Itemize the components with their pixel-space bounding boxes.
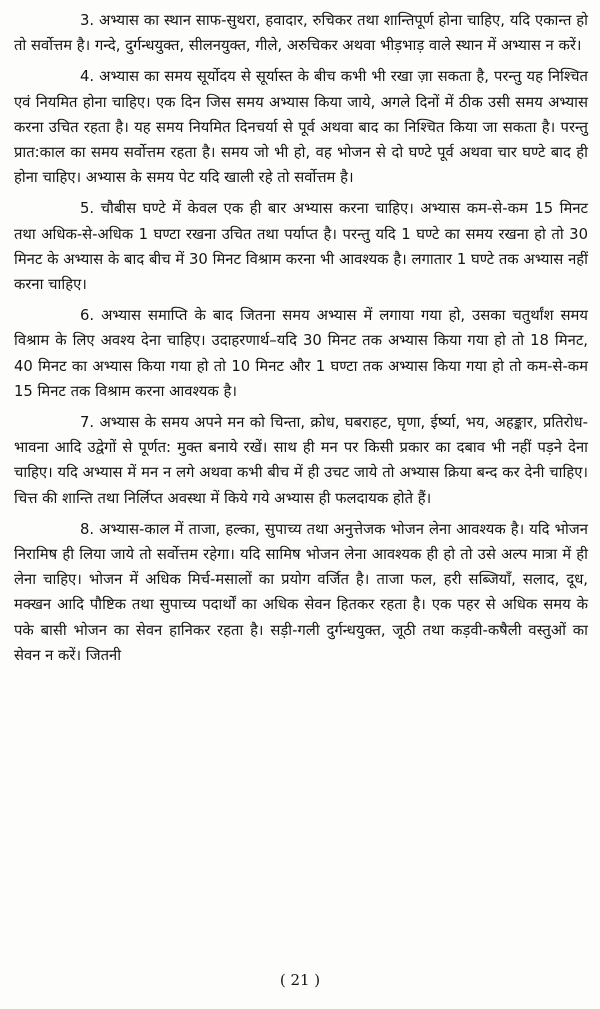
paragraph-6: 6. अभ्यास समाप्ति के बाद जितना समय अभ्यास में लगाया गया हो, उसका चतुर्थांश समय विश्राम के लिए अवश्य देना चाहिए। उदाहरणार्थ–यदि 30 मिनट तक अभ्यास किया गया हो तो 18 मिनट, 40 मिनट का अभ्यास किया गया हो तो 10 मिनट और 1 घण्टा तक अभ्यास किया गया हो तो कम-से-कम 15 मिनट तक विश्राम करना आवश्यक है।	[14, 307, 588, 400]
paragraph-5: 5. चौबीस घण्टे में केवल एक ही बार अभ्यास करना चाहिए। अभ्यास कम-से-कम 15 मिनट तथा अधिक-से-अधिक 1 घण्टा रखना उचित तथा पर्याप्त है। परन्तु यदि 1 घण्टे का समय रखना हो तो 30 मिनट के अभ्यास के बाद बीच में 30 मिनट विश्राम करना भी आवश्यक है। लगातार 1 घण्टे तक अभ्यास नहीं करना चाहिए।	[14, 200, 588, 294]
paragraph-3: 3. अभ्यास का स्थान साफ-सुथरा, हवादार, रुचिकर तथा शान्तिपूर्ण होना चाहिए, यदि एकान्त हो तो सर्वोत्तम है। गन्दे, दुर्गन्धयुक्त, सीलनयुक्त, गीले, अरुचिकर अथवा भीड़भाड़ वाले स्थान में अभ्यास न करें।	[14, 12, 588, 55]
paragraph-7: 7. अभ्यास के समय अपने मन को चिन्ता, क्रोध, घबराहट, घृणा, ईर्ष्या, भय, अहङ्कार, प्रतिरोध-भावना आदि उद्वेगों से पूर्णत: मुक्त बनाये रखें। साथ ही मन पर किसी प्रकार का दबाव भी नहीं पड़ने देना चाहिए। यदि अभ्यास में मन न लगे अथवा कभी बीच में ही उचट जाये तो अभ्यास क्रिया बन्द कर देनी चाहिए। चित्त की शान्ति तथा निर्लिप्त अवस्था में किये गये अभ्यास ही फलदायक होते हैं।	[14, 414, 588, 507]
paragraph-8: 8. अभ्यास-काल में ताजा, हल्का, सुपाच्य तथा अनुत्तेजक भोजन लेना आवश्यक है। यदि भोजन निरामिष ही लिया जाये तो सर्वोत्तम रहेगा। यदि सामिष भोजन लेना आवश्यक ही हो तो उसे अल्प मात्रा में ही लेना चाहिए। भोजन में अधिक मिर्च-मसालों का प्रयोग वर्जित है। ताजा फल, हरी सब्जियाँ, सलाद, दूध, मक्खन आदि पौष्टिक तथा सुपाच्य पदार्थों का अधिक सेवन हितकर रहता है। एक पहर से अधिक समय के पके बासी भोजन का सेवन हानिकर रहता है। सड़ी-गली दुर्गन्धयुक्त, जूठी तथा कड़वी-कषैली वस्तुओं का सेवन न करें। जितनी	[14, 520, 588, 664]
paragraph-4: 4. अभ्यास का समय सूर्योदय से सूर्यास्त के बीच कभी भी रखा ज़ा सकता है, परन्तु यह निश्चित एवं नियमित होना चाहिए। एक दिन जिस समय अभ्यास किया जाये, अगले दिनों में ठीक उसी समय अभ्यास करना उचित रहता है। यह समय नियमित दिनचर्या से पूर्व अथवा बाद का निश्चित किया जा सकता है। परन्तु प्रात:काल का समय सर्वोत्तम रहता है। समय जो भी हो, वह भोजन से दो घण्टे पूर्व अथवा चार घण्टे बाद ही होना चाहिए। अभ्यास के समय पेट यदि खाली रहे तो सर्वोत्तम है।	[14, 68, 588, 187]
page-number: ( 21 )	[279, 971, 321, 989]
